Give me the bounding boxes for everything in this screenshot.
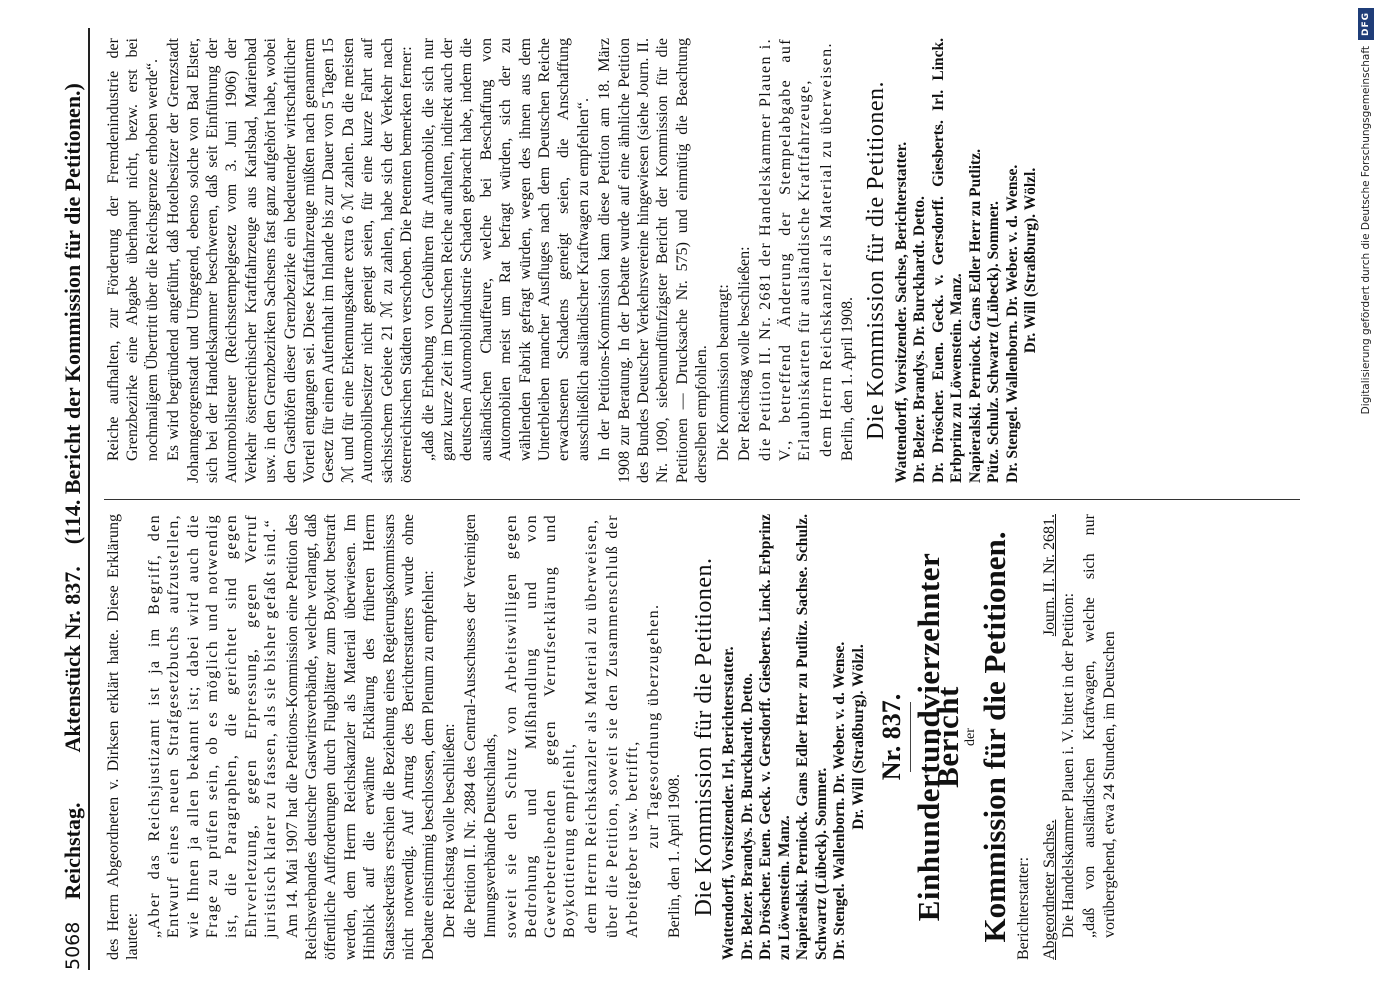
quotation: „Aber das Reichsjustizamt ist ja im Begriff, den Entwurf eines neuen Strafgesetzbuchs aufzustellen, wie Ihnen ja allen bekannt ist; dabei wird auch die Frage zu prüfen sein, ob es möglich und notwendig ist, die Paragraphen, die gerichtet sind gegen Ehrverletzung, gegen Erpressung, gegen Verruf juristisch klarer zu fassen, als sie bisher gefaßt sind.“ [145, 514, 280, 938]
reporter-name: Abgeordneter Sachse. [1040, 819, 1058, 960]
quotation: „daß die Erhebung von Gebühren für Automobile, die sich nur ganz kurze Zeit im Deutschen Reiche aufhalten, indirekt auch der deutschen Automobilindustrie Schaden gebracht habe, indem die ausländischen Chauffeure, welche bei Beschaffung von Automobilen meist um Rat befragt würden, sich der zu wählenden Fabrik gefragt würden, wegen des ihnen aus dem Unterbleiben mancher Ausfluges nach dem Deutschen Reiche erwachsenen Schadens geneigt seien, die Anschaffung ausschließlich ausländischer Kraftwagen zu empfehlen“. [419, 38, 592, 461]
paragraph: Am 14. Mai 1907 hat die Petitions-Kommission eine Petition des Reichsverbandes deutscher Gastwirtsverbände, welche verlangt, daß öffentliche Aufforderungen durch Flugblätter zum Boykott bestraft werden, dem Herrn Reichskanzler als Material überwiesen. Im Hinblick auf die erwähnte Erklärung des früheren Herrn Staatssekretärs erschien die Beziehung eines Regierungskommissars nicht notwendig. Auf Antrag des Berichterstatters wurde ohne Debatte einstimmig beschlossen, dem Plenum zu empfehlen: [283, 514, 437, 960]
right-column [104, 28, 1300, 499]
paragraph: Es wird begründend angeführt, daß Hotelbesitzer der Grenzstadt Johanngeorgenstadt und Umgegend, ebenso solche von Bad Elster, sich bei der Handelskammer beschweren, daß seit Einführung der Automobilsteuer (Reichsstempelgesetz vom 3. Juni 1906) der Verkehr österreichischer Kraftfahrzeuge aus Karlsbad, Marienbad usw. in den Grenzbezirken Sachsens fast ganz aufgehört habe, wobei den Gasthöfen dieser Grenzbezirke ein bedeutender wirtschaftlicher Vorteil entgangen sei. Diese Kraftfahrzeuge müßten nach genanntem Gesetz für einen Aufenthalt im Inlande bis zur Dauer von 5 Tagen 15 ℳ und für eine Erkennungskarte extra 6 ℳ zahlen. Da die meisten Automobilbesitzer nicht geneigt seien, für eine kurze Fahrt auf sächsischem Gebiete 21 ℳ zu zahlen, habe sich der Verkehr nach österreichischen Städten verschoben. Die Petenten bemerken ferner: [165, 38, 416, 483]
member-list [720, 514, 868, 960]
member-line: Dr. Will (Straßburg). Wölzl. [849, 644, 867, 830]
resolution-text: zur Tagesordnung überzugehen. [644, 603, 662, 849]
paragraph: des Herrn Abgeordneten v. Dirksen erklärt hatte. Diese Erklärung lautete: [105, 514, 142, 960]
member-line: Napieralski. Perniock. Gans Edler Herr zu Putlitz. Sachse. Schulz. Schwartz (Lübeck). Sommer. [794, 514, 830, 960]
report-heading: (114. Bericht der Kommission für die Petitionen.) [60, 83, 85, 545]
commission-heading: Die Kommission für die Petitionen. [690, 557, 717, 917]
digitization-credit: Digitalisierung gefördert durch die Deutsche Forschungsgemeinschaft [1360, 46, 1372, 415]
member-line: Dr. Stengel. Wallenborn. Dr. Weber. v. d. Wense. [1003, 164, 1021, 483]
paragraph: In der Petitions-Kommission kam diese Petition am 18. März 1908 zur Beratung. In der Debatte wurde auf eine ähnliche Petition des Bundes Deutscher Verkehrsvereine hingewiesen (siehe Journ. II. Nr. 1090, siebenundfünfzigster Bericht der Kommission für die Petitionen — Drucksache Nr. 575) und einmütig die Beachtung derselben empfohlen. [596, 38, 711, 483]
resolution-text: die Petition II. Nr. 2884 des Central-Ausschusses der Vereinigten Innungsverbände Deutschlands, [462, 514, 499, 938]
header-rule [88, 28, 90, 970]
report-title-connector: der [963, 728, 979, 746]
reichstag-heading: Reichstag. [60, 802, 85, 900]
resolution-intro: Der Reichstag wolle beschließen: [736, 246, 753, 461]
resolution-text: die Petition II. Nr. 2681 der Handelskammer Plauen i. V., betreffend Änderung der Stempelabgabe auf Erlaubniskarten für ausländische Kraftfahrzeuge, [757, 38, 814, 461]
resolution-text: dem Herrn Reichskanzler als Material zu überweisen, [582, 518, 600, 934]
member-line: Dr. Will (Straßburg). Wölzl. [1022, 167, 1040, 354]
paragraph: Die Kommission beantragt: [714, 284, 732, 461]
paragraph: Die Handelskammer Plauen i. V. bittet in der Petition: [1060, 592, 1078, 938]
member-line: Dr. Dröscher. Euen. Geck. v. Gersdorff. Giesberts. Irl. Linck. Erbprinz zu Löwenstein. Manz. [929, 38, 966, 483]
resolution-text: über die Petition, soweit sie den Zusammenschluß der Arbeitgeber usw. betrifft, [604, 514, 641, 938]
member-line: Wattendorff, Vorsitzender. Irl, Berichterstatter. [720, 646, 738, 960]
commission-heading: Die Kommission für die Petitionen. [863, 81, 890, 440]
date-line: Berlin, den 1. April 1908. [839, 297, 857, 461]
member-line: Wattendorff, Vorsitzender. Sachse, Berichterstatter. [892, 141, 910, 483]
member-line: Dr. Belzer. Brandys. Dr. Burckhardt. Detto. [911, 196, 929, 483]
member-line: Napieralski. Perniock. Gans Edler Herr zu Putlitz. [966, 149, 984, 483]
member-line: Pütz. Schulz. Schwartz (Lübeck). Sommer. [985, 201, 1003, 483]
dfg-watermark [1355, 8, 1377, 488]
date-line: Berlin, den 1. April 1908. [666, 774, 684, 938]
resolution-intro: Der Reichstag wolle beschließen: [440, 723, 458, 938]
quotation: Reiche aufhalten, zur Förderung der Fremdenindustrie der Grenzbezirke eine Abgabe überhaupt nicht, bezw. erst bei nochmaligem Übertritt über die Reichsgrenze erhoben werde“. [105, 38, 161, 461]
page-header [44, 28, 102, 970]
quotation: „daß von ausländischen Kraftwagen, welche sich nur vorübergehend, etwa 24 Stunden, im Deutschen [1081, 514, 1118, 938]
member-list [893, 38, 1041, 483]
member-line: Dr. Stengel. Wallenborn. Dr. Weber. v. d. Wense. [831, 641, 849, 960]
reporter-label: Berichterstatter: [1015, 856, 1033, 960]
left-column [104, 499, 1300, 970]
document-number: Nr. 837. [877, 693, 907, 781]
resolution-text: dem Herrn Reichskanzler als Material zu überweisen. [817, 42, 835, 457]
report-title: Einhundertundvierzehnter Bericht [910, 552, 965, 922]
journal-number: Journ. II. Nr. 2681. [1040, 514, 1058, 637]
report-subtitle: Kommission für die Petitionen. [976, 531, 1012, 943]
resolution-text: soweit sie den Schutz von Arbeitswilligen gegen Bedrohung und Mißhandlung und von Gewerbetreibenden gegen Verrufserklärung und Boykottierung empfiehlt, [503, 514, 579, 938]
page-number: 5068 [62, 921, 84, 970]
member-line: Dr. Dröscher. Euen. Geck. v. Gersdorff. Giesberts. Linck. Erbprinz zu Löwenstein. Manz. [757, 514, 793, 960]
dfg-logo: DFG [1358, 8, 1374, 40]
document-label: Aktenstück Nr. 837. [60, 566, 85, 753]
member-line: Dr. Belzer. Brandys. Dr. Burckhardt. Detto. [738, 673, 756, 960]
